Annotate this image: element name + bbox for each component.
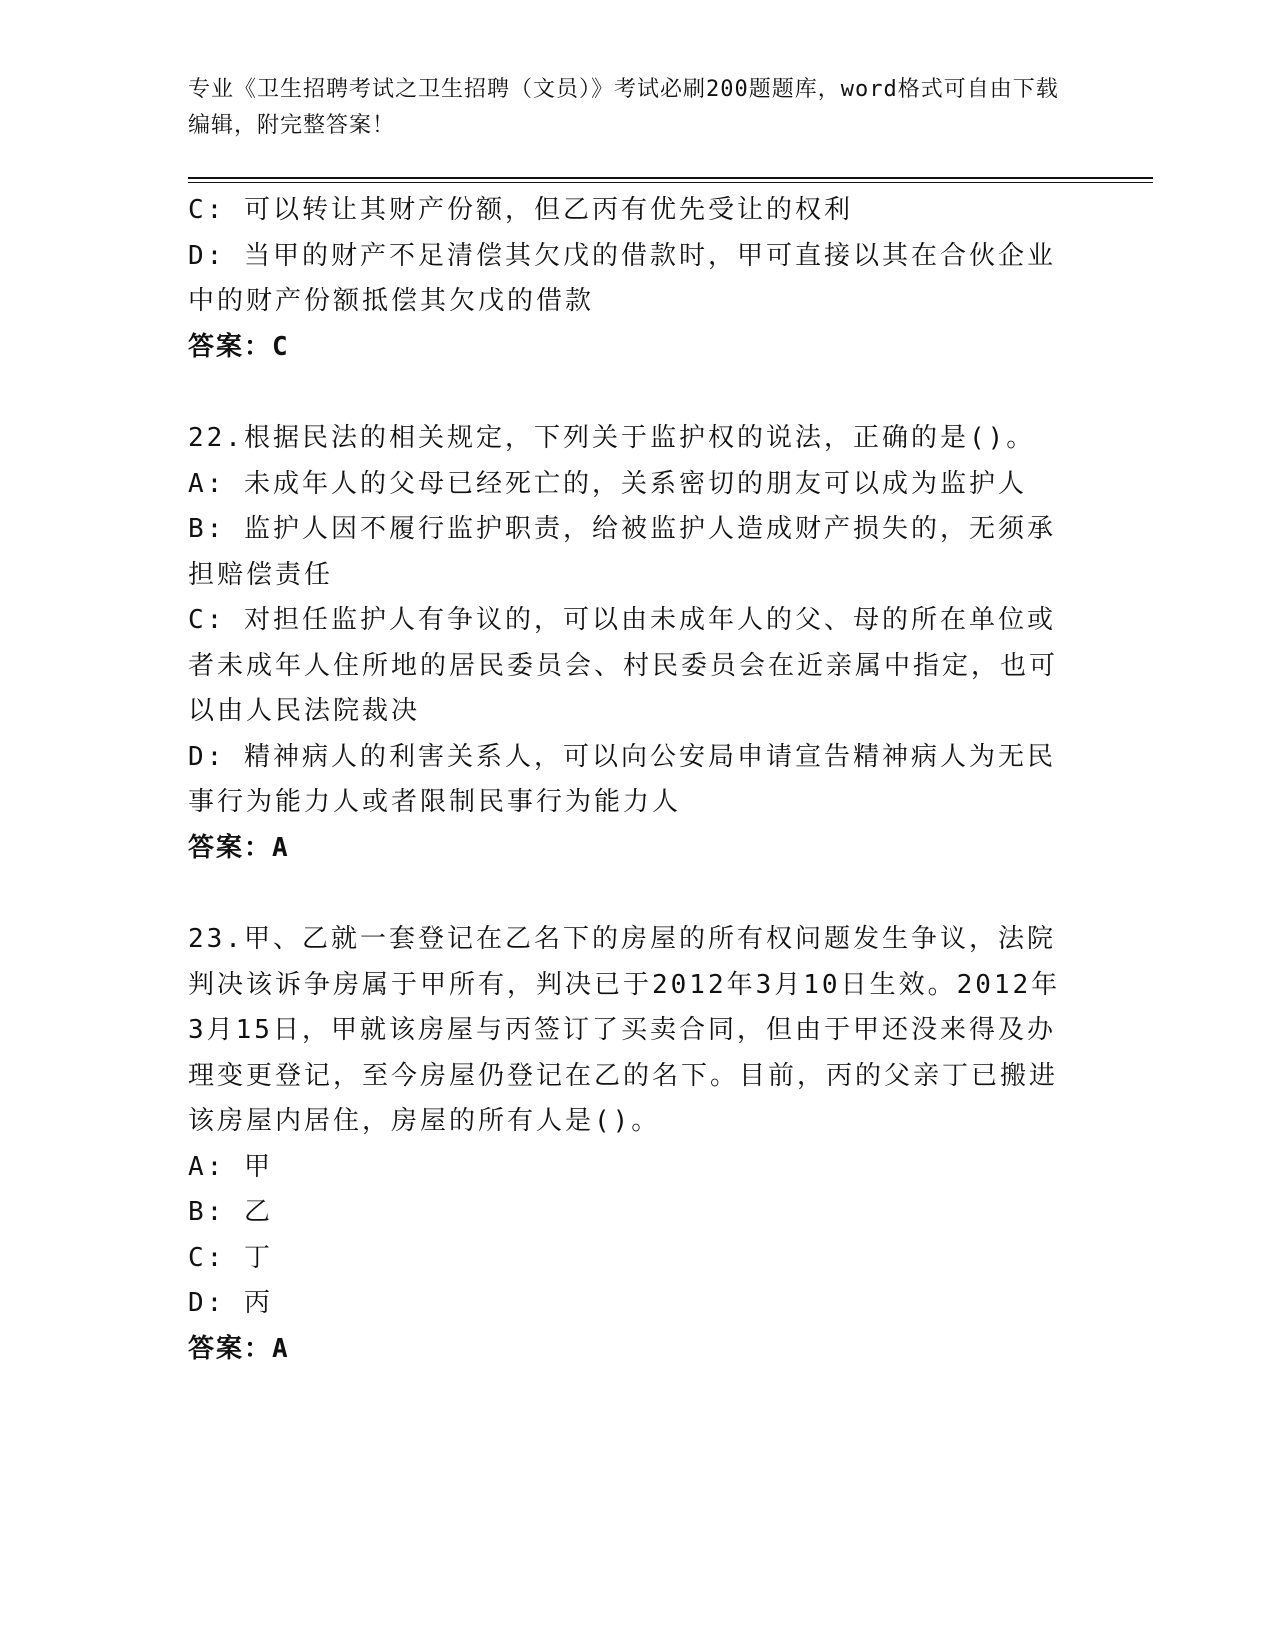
spacer: [188, 370, 1073, 416]
q23-option-b: B: 乙: [188, 1197, 273, 1227]
header-divider-thin: [188, 182, 1153, 183]
question-23: [188, 917, 1073, 1372]
q23-option-a: A: 甲: [188, 1151, 273, 1182]
q22-option-c: C: 对担任监护人有争议的，可以由未成年人的父、母的所在单位或者未成年人住所地的居民委员会、村民委员会在近亲属中指定，也可以由人民法院裁决: [188, 605, 1059, 726]
q23-option-c: C: 丁: [188, 1242, 273, 1273]
q22-answer: 答案：A: [188, 832, 290, 863]
q22-option-b: B: 监护人因不履行监护职责，给被监护人造成财产损失的，无须承担赔偿责任: [188, 514, 1056, 590]
question-22: [188, 416, 1073, 871]
q22-stem: 22.根据民法的相关规定，下列关于监护权的说法，正确的是()。: [188, 423, 1036, 453]
document-header: [188, 72, 1068, 144]
question-content: [188, 188, 1073, 1372]
q21-option-d: D: 当甲的财产不足清偿其欠戊的借款时，甲可直接以其在合伙企业中的财产份额抵偿其欠戊的借款: [188, 240, 1056, 316]
q23-option-d: D: 丙: [188, 1288, 273, 1318]
q23-stem: 23.甲、乙就一套登记在乙名下的房屋的所有权问题发生争议，法院判决该诉争房属于甲所有，判决已于2012年3月10日生效。2012年3月15日，甲就该房屋与丙签订了买卖合同，但由于甲还没来得及办理变更登记，至今房屋仍登记在乙的名下。目前，丙的父亲丁已搬进该房屋内居住，房屋的所有人是()。: [188, 924, 1061, 1136]
q21-answer: 答案：C: [188, 331, 290, 362]
spacer: [188, 871, 1073, 917]
q23-answer: 答案：A: [188, 1333, 290, 1364]
question-21: [188, 188, 1073, 370]
header-divider-thick: [188, 177, 1153, 179]
q21-option-c: C: 可以转让其财产份额，但乙丙有优先受让的权利: [188, 195, 853, 225]
q22-option-a: A: 未成年人的父母已经死亡的，关系密切的朋友可以成为监护人: [188, 468, 1027, 499]
q22-option-d: D: 精神病人的利害关系人，可以向公安局申请宣告精神病人为无民事行为能力人或者限制民事行为能力人: [188, 741, 1056, 817]
header-title: 专业《卫生招聘考试之卫生招聘（文员）》考试必刷200题题库，word格式可自由下载编辑，附完整答案！: [188, 77, 1059, 138]
